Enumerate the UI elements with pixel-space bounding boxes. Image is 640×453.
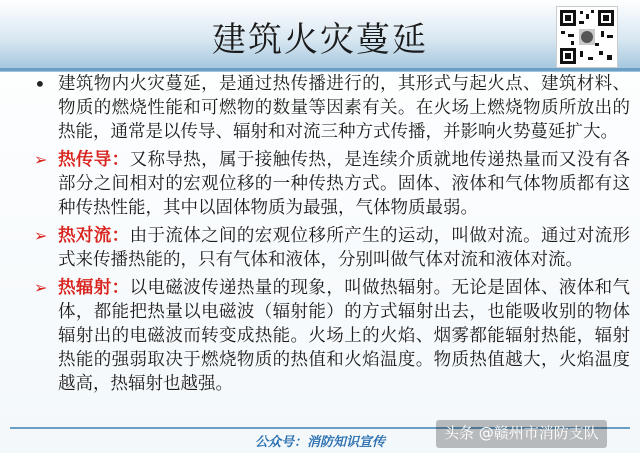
footer-label: 公众号：消防知识宣传 [254,435,385,450]
paragraph-conduction [30,148,630,220]
bullet-icon: • [34,72,46,96]
content-area [30,72,630,400]
slide-title: 建筑火灾蔓延 [212,20,428,60]
paragraph-radiation [30,276,630,396]
arrow-bullet-icon: ➢ [34,226,48,245]
term-label: 热对流： [58,226,130,246]
paragraph-text: 建筑物内火灾蔓延，是通过热传播进行的，其形式与起火点、建筑材料、物质的燃烧性能和可燃物的数量等因素有关。在火场上燃烧物质所放出的热能，通常是以传导、辐射和对流三种方式传播，并影响火势蔓延扩大。 [58,74,630,142]
paragraph-text: 又称导热，属于接触传热，是连续介质就地传递热量而又没有各部分之间相对的宏观位移的一种传热方式。固体、液体和气体物质都有这种传热性能，其中以固体物质为最强，气体物质最弱。 [58,150,631,218]
title-divider [0,68,640,71]
watermark: 头条 @赣州市消防支队 [436,420,607,448]
qr-code-icon [556,6,618,68]
arrow-bullet-icon: ➢ [34,150,48,169]
paragraph-text: 由于流体之间的宏观位移所产生的运动，叫做对流。通过对流形式来传播热能的，只有气体和液体，分别叫做气体对流和液体对流。 [58,226,631,270]
paragraph-intro [30,72,630,144]
paragraph-convection [30,224,630,272]
term-label: 热传导： [58,150,130,170]
paragraph-text: 以电磁波传递热量的现象，叫做热辐射。无论是固体、液体和气体，都能把热量以电磁波（辐射能）的方式辐射出去，也能吸收别的物体辐射出的电磁波而转变成热能。火场上的火焰、烟雾都能辐射热能，辐射热能的强弱取决于燃烧物质的热值和火焰温度。物质热值越大，火焰温度越高，热辐射也越强。 [58,278,631,394]
term-label: 热辐射： [58,278,130,298]
arrow-bullet-icon: ➢ [34,278,48,297]
